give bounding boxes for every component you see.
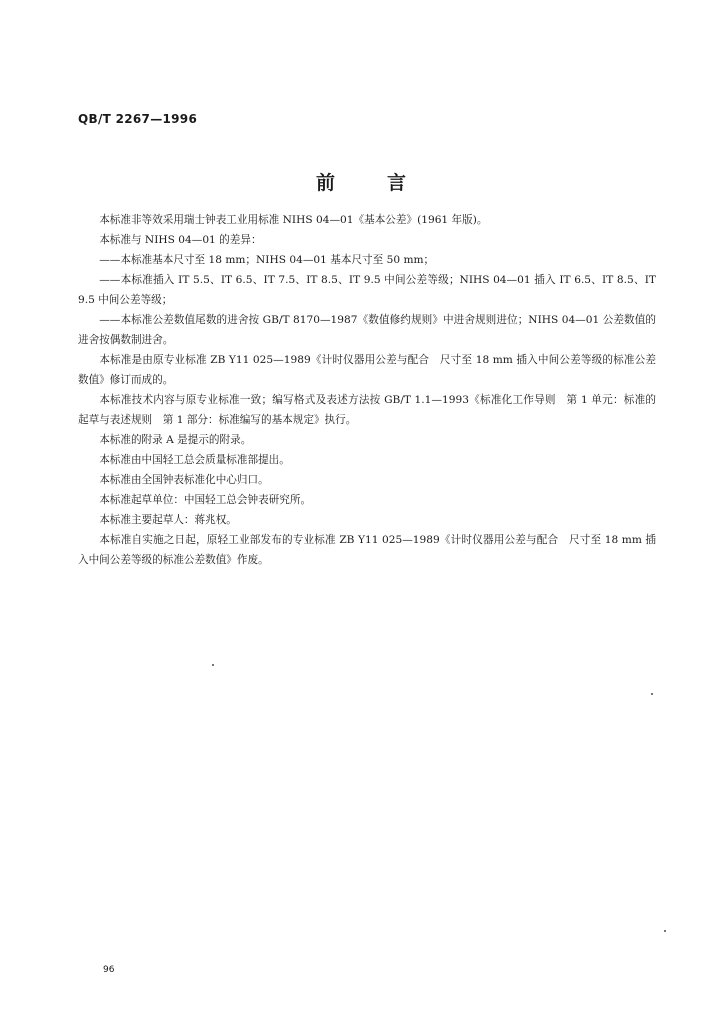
paragraph-proposed-by: 本标准由中国轻工总会质量标准部提出。 xyxy=(99,454,290,466)
paragraph-technical-content: 本标准技术内容与原专业标准一致；编写格式及表述方法按 GB/T 1.1—1993《标准化工作导则 第 1 单元：标准的起草与表述规则 第 1 部分：标准编写的基本规定》执行。 xyxy=(78,394,656,426)
paragraph-difference-size: ——本标准基本尺寸至 18 mm；NIHS 04—01 基本尺寸至 50 mm； xyxy=(99,254,435,266)
scan-speck xyxy=(212,664,214,666)
paragraph-differences-intro: 本标准与 NIHS 04—01 的差异： xyxy=(99,234,262,246)
paragraph-supersedes: 本标准自实施之日起，原轻工业部发布的专业标准 ZB Y11 025—1989《计时仪器用公差与配合 尺寸至 18 mm 插入中间公差等级的标准公差数值》作废。 xyxy=(78,534,656,566)
paragraph-difference-rounding: ——本标准公差数值尾数的进舍按 GB/T 8170—1987《数值修约规则》中进舍规则进位；NIHS 04—01 公差数值的进舍按偶数制进舍。 xyxy=(78,314,656,346)
scan-speck xyxy=(651,693,653,695)
paragraph-revision-source: 本标准是由原专业标准 ZB Y11 025—1989《计时仪器用公差与配合 尺寸至 18 mm 插入中间公差等级的标准公差数值》修订而成的。 xyxy=(78,354,656,386)
title-char-2: 言 xyxy=(387,172,407,194)
page-number: 96 xyxy=(103,965,115,975)
title-char-1: 前 xyxy=(315,172,335,194)
standard-code: QB/T 2267—1996 xyxy=(78,112,198,126)
scan-speck xyxy=(664,930,666,932)
foreword-body xyxy=(78,210,656,570)
paragraph-adoption: 本标准非等效采用瑞士钟表工业用标准 NIHS 04—01《基本公差》(1961 年版)。 xyxy=(99,214,488,226)
paragraph-difference-grades: ——本标准插入 IT 5.5、IT 6.5、IT 7.5、IT 8.5、IT 9.5 中间公差等级；NIHS 04—01 插入 IT 6.5、IT 8.5、IT 9.5 中间公差等级； xyxy=(78,274,656,306)
paragraph-appendix: 本标准的附录 A 是提示的附录。 xyxy=(99,434,252,446)
paragraph-drafters: 本标准主要起草人：蒋兆权。 xyxy=(99,514,237,526)
paragraph-centralized-by: 本标准由全国钟表标准化中心归口。 xyxy=(99,474,269,486)
page-title xyxy=(0,168,722,195)
paragraph-drafting-unit: 本标准起草单位：中国轻工总会钟表研究所。 xyxy=(99,494,312,506)
